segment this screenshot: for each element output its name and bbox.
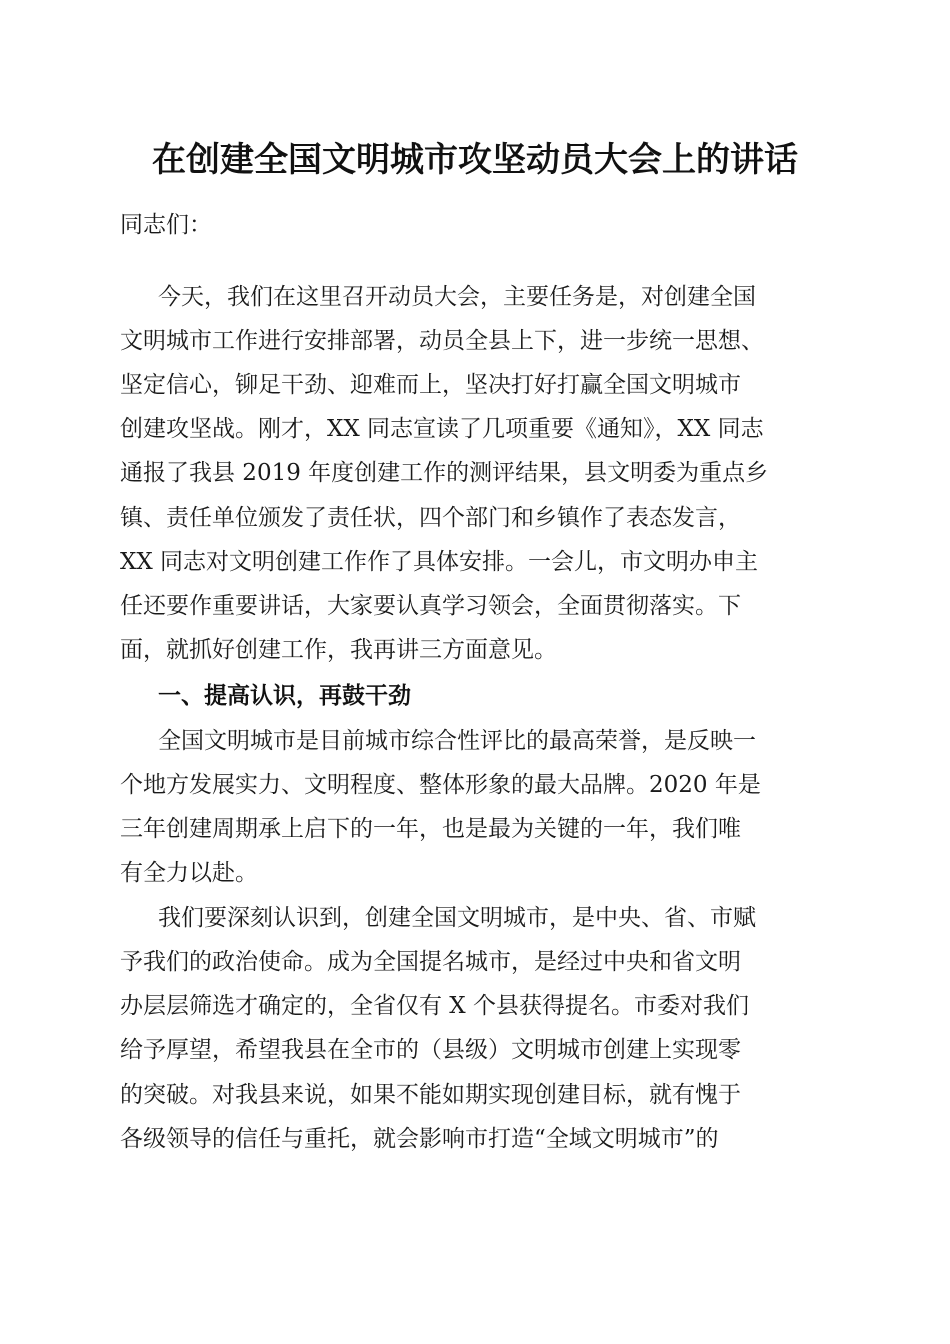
- paragraph-3-line-1: 我们要深刻认识到，创建全国文明城市，是中央、省、市赋: [158, 905, 756, 931]
- paragraph-1-line-7: XX 同志对文明创建工作作了具体安排。一会儿，市文明办申主: [120, 549, 759, 575]
- paragraph-1-line-3: 坚定信心，铆足干劲、迎难而上，坚决打好打赢全国文明城市: [120, 372, 741, 398]
- salutation: 同志们：: [120, 212, 212, 238]
- paragraph-3-line-3: 办层层筛选才确定的，全省仅有 X 个县获得提名。市委对我们: [120, 993, 749, 1019]
- paragraph-3-line-4: 给予厚望，希望我县在全市的（县级）文明城市创建上实现零: [120, 1037, 741, 1063]
- paragraph-3-line-2: 予我们的政治使命。成为全国提名城市，是经过中央和省文明: [120, 949, 741, 975]
- paragraph-3-line-6: 各级领导的信任与重托，就会影响市打造“全域文明城市”的: [120, 1126, 719, 1152]
- paragraph-1-line-4: 创建攻坚战。刚才，XX 同志宣读了几项重要《通知》，XX 同志: [120, 416, 764, 442]
- paragraph-2-line-1: 全国文明城市是目前城市综合性评比的最高荣誉，是反映一: [158, 728, 756, 754]
- document-title: 在创建全国文明城市攻坚动员大会上的讲话: [152, 140, 798, 180]
- paragraph-1-line-9: 面，就抓好创建工作，我再讲三方面意见。: [120, 637, 557, 663]
- paragraph-1-line-5: 通报了我县 2019 年度创建工作的测评结果，县文明委为重点乡: [120, 460, 769, 486]
- paragraph-2-line-2: 个地方发展实力、文明程度、整体形象的最大品牌。2020 年是: [120, 772, 761, 798]
- paragraph-1-line-1: 今天，我们在这里召开动员大会，主要任务是，对创建全国: [158, 284, 756, 310]
- section-1-heading: 一、提高认识，再鼓干劲: [158, 683, 411, 709]
- paragraph-1-line-8: 任还要作重要讲话，大家要认真学习领会，全面贯彻落实。下: [120, 593, 741, 619]
- paragraph-1-line-6: 镇、责任单位颁发了责任状，四个部门和乡镇作了表态发言，: [120, 505, 741, 531]
- paragraph-2-line-4: 有全力以赴。: [120, 860, 258, 886]
- paragraph-1-line-2: 文明城市工作进行安排部署，动员全县上下，进一步统一思想、: [120, 328, 764, 354]
- paragraph-2-line-3: 三年创建周期承上启下的一年，也是最为关键的一年，我们唯: [120, 816, 741, 842]
- paragraph-3-line-5: 的突破。对我县来说，如果不能如期实现创建目标，就有愧于: [120, 1082, 741, 1108]
